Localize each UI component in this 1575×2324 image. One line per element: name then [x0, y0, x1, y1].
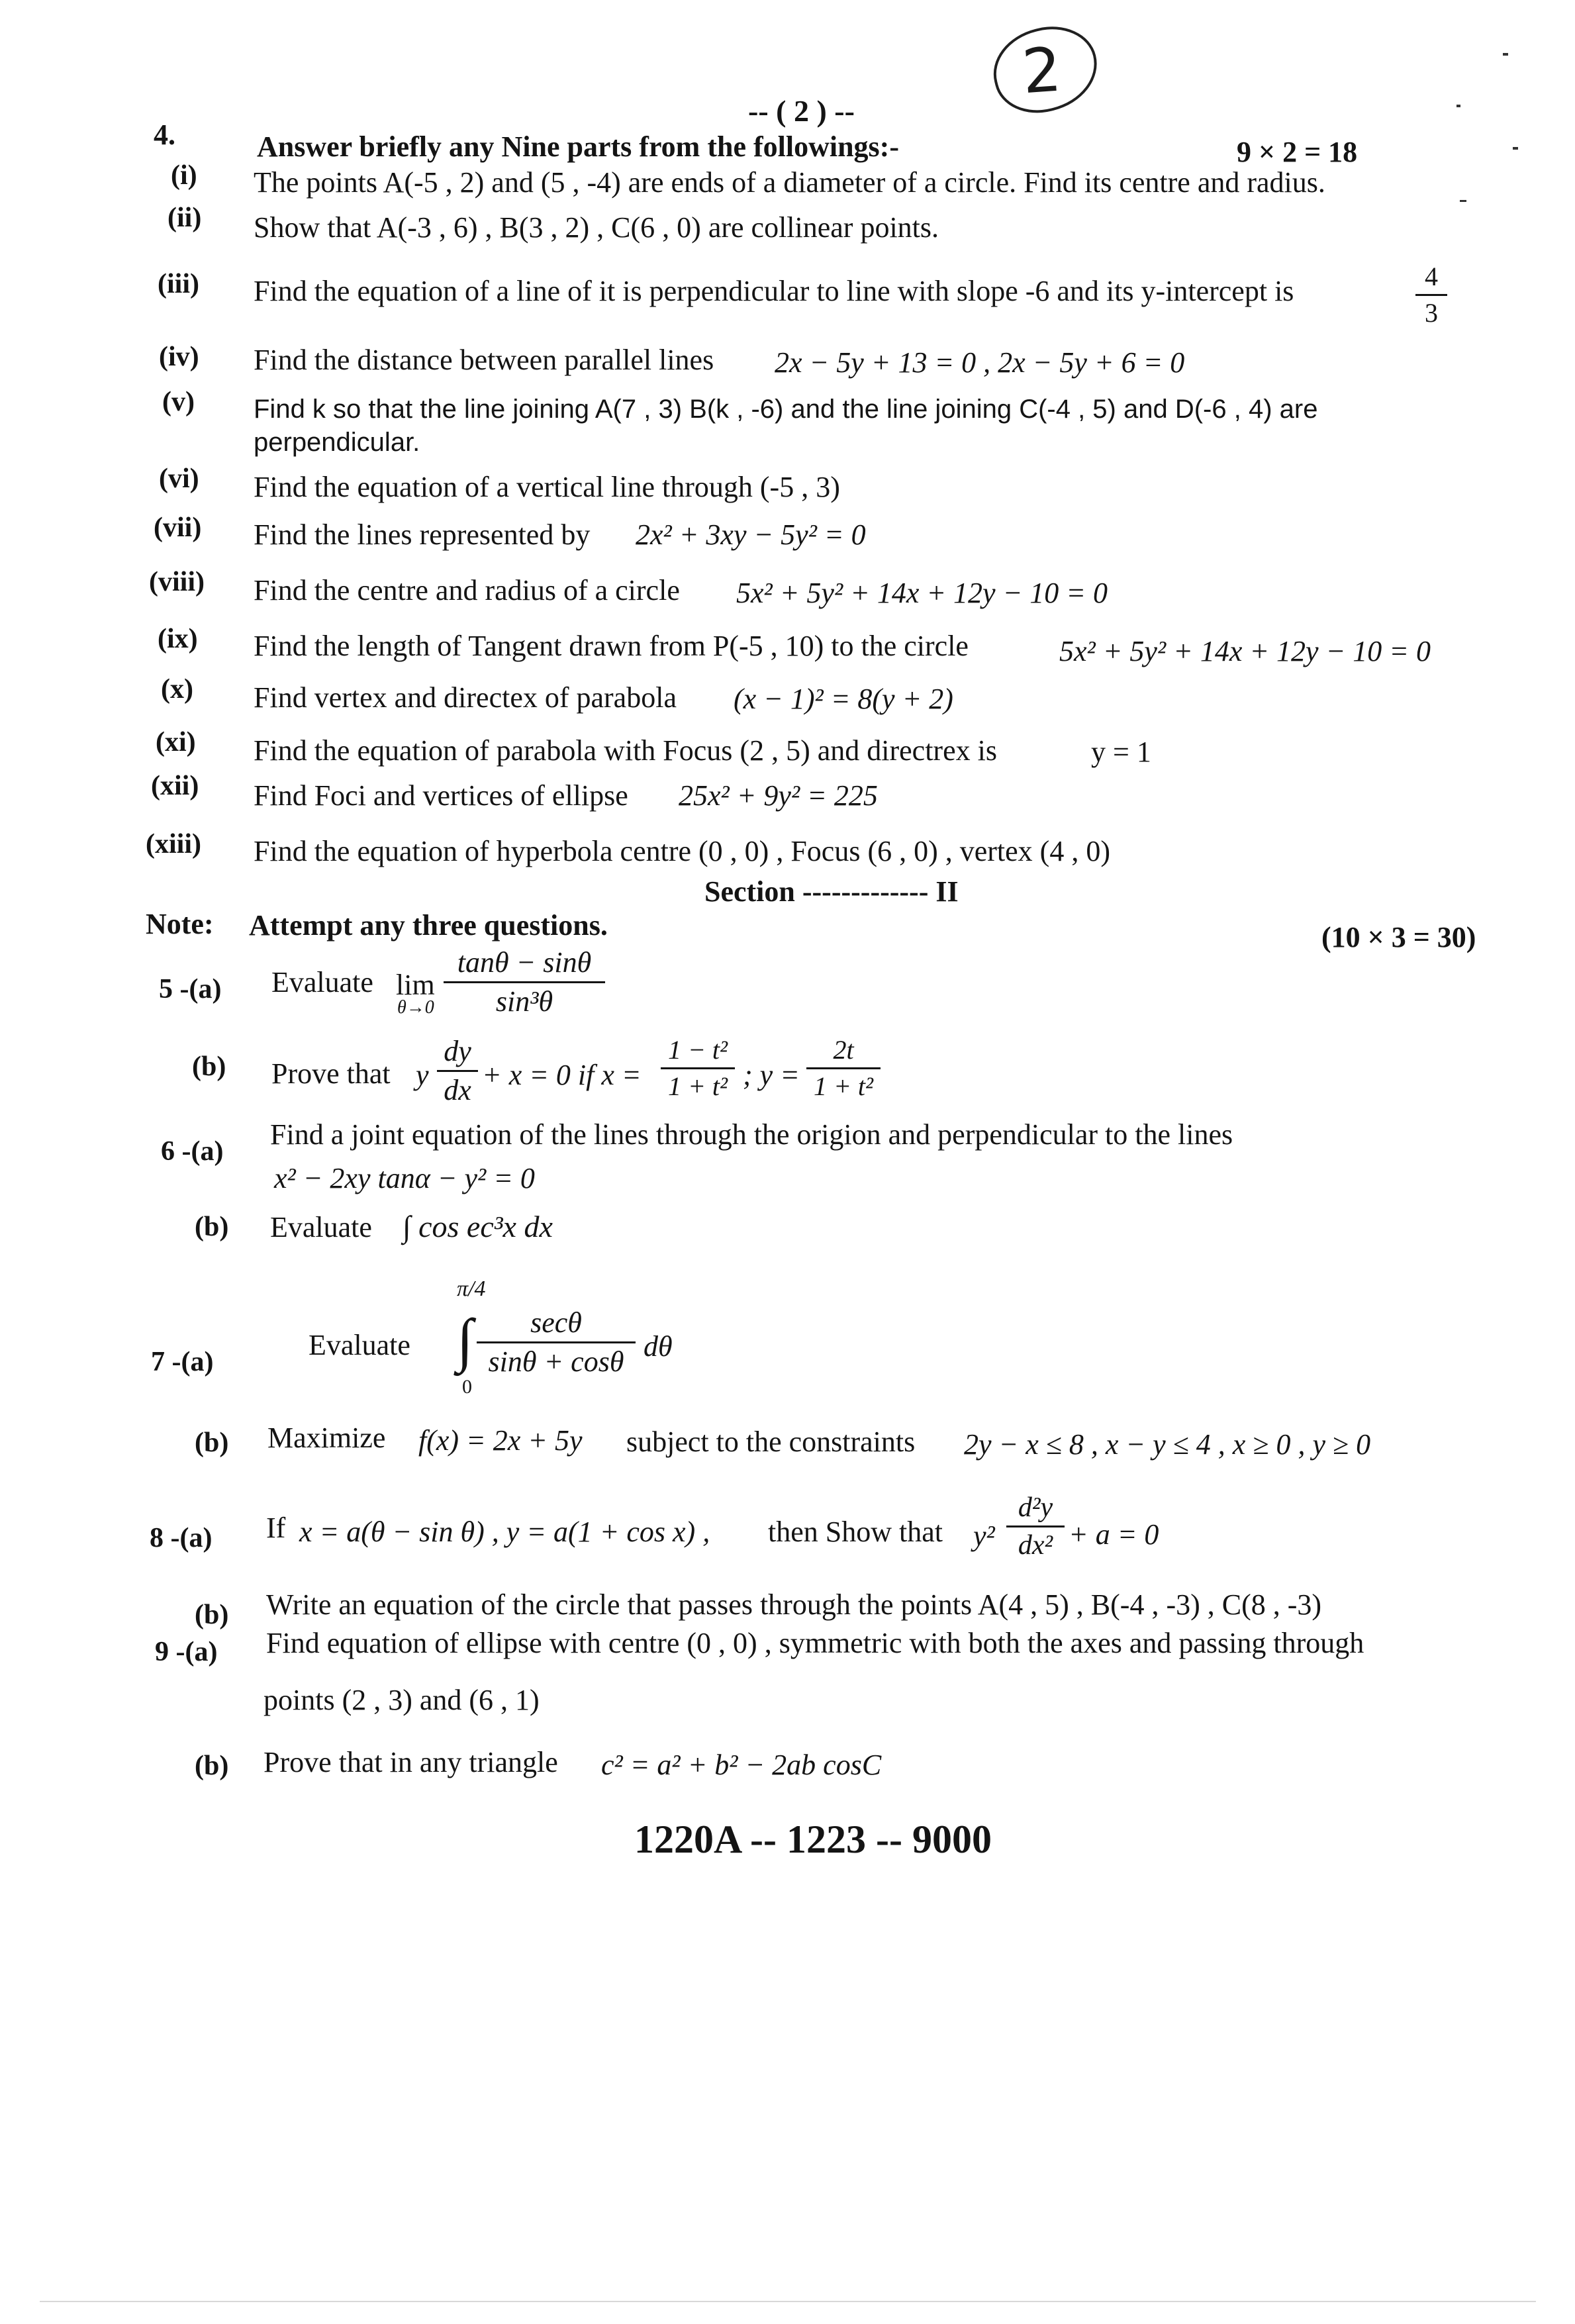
fraction-numerator: 1 − t²	[667, 1035, 728, 1065]
question-text-continued: points (2 , 3) and (6 , 1)	[263, 1684, 540, 1716]
part-text: Find the length of Tangent drawn from P(-5 , 10) to the circle	[254, 630, 969, 662]
math-expression: c² = a² + b² − 2ab cosC	[601, 1749, 882, 1781]
part-text: Find the centre and radius of a circle	[254, 574, 680, 606]
part-text: Find the equation of a line of it is perpendicular to line with slope -6 and its y-intercept is	[254, 275, 1294, 307]
part-label: (viii)	[149, 567, 205, 597]
math-expression: 2x² + 3xy − 5y² = 0	[636, 518, 866, 551]
part-text: Show that A(-3 , 6) , B(3 , 2) , C(6 , 0) are collinear points.	[254, 211, 939, 244]
fraction-numerator: 4	[1425, 262, 1438, 291]
scan-edge-line	[40, 2301, 1536, 2302]
part-label: (iv)	[159, 342, 199, 372]
handwritten-page-mark: 2	[984, 17, 1106, 122]
fraction-denominator: sin³θ	[495, 985, 553, 1018]
part-label: (xi)	[156, 727, 196, 757]
scan-speck	[1456, 105, 1460, 107]
question-label: (b)	[192, 1051, 226, 1082]
scan-speck	[1503, 53, 1508, 56]
fraction-numerator: 2t	[833, 1035, 854, 1065]
limit-operator: lim	[396, 969, 435, 1001]
question-label: (b)	[195, 1212, 229, 1242]
fraction	[477, 1308, 636, 1377]
math-expression: y = 1	[1091, 736, 1151, 768]
fraction-denominator: dx	[444, 1074, 471, 1106]
part-text-continued: perpendicular.	[254, 428, 420, 457]
math-differential: dθ	[644, 1330, 673, 1363]
part-label: (ix)	[158, 624, 198, 654]
scan-speck	[1513, 147, 1518, 150]
math-expression: x = a(θ − sin θ) , y = a(1 + cos x) ,	[299, 1516, 710, 1548]
fraction-denominator: 3	[1425, 298, 1438, 328]
question-text: Evaluate	[271, 966, 373, 998]
part-text: Find the equation of hyperbola centre (0 , 0) , Focus (6 , 0) , vertex (4 , 0)	[254, 835, 1110, 867]
part-text: Find k so that the line joining A(7 , 3) B(k , -6) and the line joining C(-4 , 5) and D(-6 , 4) are	[254, 395, 1318, 424]
question-label: (b)	[195, 1600, 229, 1630]
math-variable: y²	[973, 1520, 995, 1552]
fraction-bar	[1415, 294, 1447, 296]
question-label: (b)	[195, 1751, 229, 1781]
limit-subscript: θ→0	[397, 997, 434, 1018]
math-expression: ∫ cos ec³x dx	[403, 1210, 553, 1243]
fraction-denominator: sinθ + cosθ	[488, 1345, 624, 1378]
fraction-denominator: dx²	[1018, 1530, 1053, 1561]
fraction	[1006, 1494, 1065, 1559]
question-label: 8 -(a)	[150, 1523, 213, 1553]
section-title: Section ------------- II	[704, 875, 959, 908]
question-text: Maximize	[267, 1422, 386, 1454]
fraction	[806, 1037, 881, 1100]
math-expression: f(x) = 2x + 5y	[418, 1424, 583, 1457]
fraction-bar	[477, 1341, 636, 1343]
fraction-denominator: 1 + t²	[667, 1071, 728, 1101]
question-marks: 9 × 2 = 18	[1237, 136, 1358, 168]
math-expression: (x − 1)² = 8(y + 2)	[734, 683, 953, 715]
part-label: (x)	[161, 674, 193, 704]
note-text: Attempt any three questions.	[249, 909, 608, 942]
question-label: 5 -(a)	[159, 974, 222, 1004]
fraction-denominator: 1 + t²	[813, 1071, 874, 1101]
part-label: (ii)	[167, 203, 202, 233]
fraction-numerator: d²y	[1018, 1492, 1053, 1523]
section-marks: (10 × 3 = 30)	[1321, 921, 1476, 953]
integral-upper-limit: π/4	[457, 1277, 486, 1301]
question-number: 4.	[154, 119, 175, 151]
question-text: subject to the constraints	[626, 1426, 916, 1458]
part-label: (iii)	[158, 269, 199, 299]
math-expression: 2x − 5y + 13 = 0 , 2x − 5y + 6 = 0	[775, 346, 1185, 379]
math-expression: + x = 0 if x =	[482, 1059, 642, 1091]
fraction-bar	[806, 1067, 881, 1069]
fraction-numerator: dy	[444, 1035, 471, 1067]
part-text: Find the lines represented by	[254, 518, 591, 551]
part-text: Find vertex and directex of parabola	[254, 681, 677, 714]
question-text: Prove that in any triangle	[263, 1746, 558, 1778]
question-text: Prove that	[271, 1057, 391, 1090]
fraction-bar	[444, 981, 605, 983]
scan-speck	[1460, 200, 1466, 202]
math-expression: 5x² + 5y² + 14x + 12y − 10 = 0	[1059, 635, 1431, 667]
question-text: Find a joint equation of the lines through the origion and perpendicular to the lines	[270, 1118, 1233, 1151]
question-text: Evaluate	[309, 1329, 410, 1361]
part-label: (xiii)	[146, 829, 201, 859]
part-label: (vi)	[159, 463, 199, 494]
question-label: (b)	[195, 1428, 229, 1458]
part-label: (vii)	[154, 512, 202, 543]
question-text: Evaluate	[270, 1211, 372, 1243]
fraction-numerator: secθ	[530, 1306, 582, 1339]
paper-code-footer: 1220A -- 1223 -- 9000	[634, 1817, 992, 1861]
fraction	[444, 948, 605, 1016]
question-label: 9 -(a)	[155, 1637, 218, 1667]
math-expression: ; y =	[743, 1059, 800, 1091]
math-variable: y	[416, 1059, 429, 1091]
fraction	[437, 1037, 478, 1105]
math-expression: 5x² + 5y² + 14x + 12y − 10 = 0	[736, 577, 1108, 609]
note-label: Note:	[146, 908, 214, 940]
fraction-bar	[661, 1067, 735, 1069]
question-text: then Show that	[768, 1516, 943, 1548]
question-label: 6 -(a)	[161, 1136, 224, 1167]
math-expression: x² − 2xy tanα − y² = 0	[274, 1162, 535, 1194]
fraction	[1415, 264, 1447, 326]
part-text: Find the equation of parabola with Focus (2 , 5) and directrex is	[254, 734, 997, 767]
integral-sign: ∫	[457, 1308, 473, 1373]
fraction-bar	[1006, 1525, 1065, 1527]
part-text: Find the equation of a vertical line through (-5 , 3)	[254, 471, 840, 503]
fraction-numerator: tanθ − sinθ	[457, 946, 592, 979]
page-header: -- ( 2 ) --	[748, 94, 855, 128]
question-text: Find equation of ellipse with centre (0 , 0) , symmetric with both the axes and passing through	[266, 1627, 1364, 1659]
part-label: (i)	[171, 160, 197, 191]
question-text: If	[266, 1512, 286, 1544]
part-label: (xii)	[151, 771, 199, 801]
fraction	[661, 1037, 735, 1100]
math-expression: + a = 0	[1069, 1518, 1159, 1551]
math-expression: 25x² + 9y² = 225	[679, 779, 878, 812]
question-text: Write an equation of the circle that passes through the points A(4 , 5) , B(-4 , -3) , C(8 , -3)	[266, 1588, 1322, 1621]
question-instruction: Answer briefly any Nine parts from the followings:-	[257, 130, 899, 163]
part-text: Find Foci and vertices of ellipse	[254, 779, 628, 812]
part-text: The points A(-5 , 2) and (5 , -4) are ends of a diameter of a circle. Find its centre and radius.	[254, 166, 1325, 199]
fraction-bar	[437, 1070, 478, 1072]
math-expression: 2y − x ≤ 8 , x − y ≤ 4 , x ≥ 0 , y ≥ 0	[964, 1428, 1371, 1461]
part-text: Find the distance between parallel lines	[254, 344, 714, 376]
part-label: (v)	[162, 387, 195, 417]
question-label: 7 -(a)	[151, 1347, 214, 1377]
integral-lower-limit: 0	[462, 1376, 472, 1398]
